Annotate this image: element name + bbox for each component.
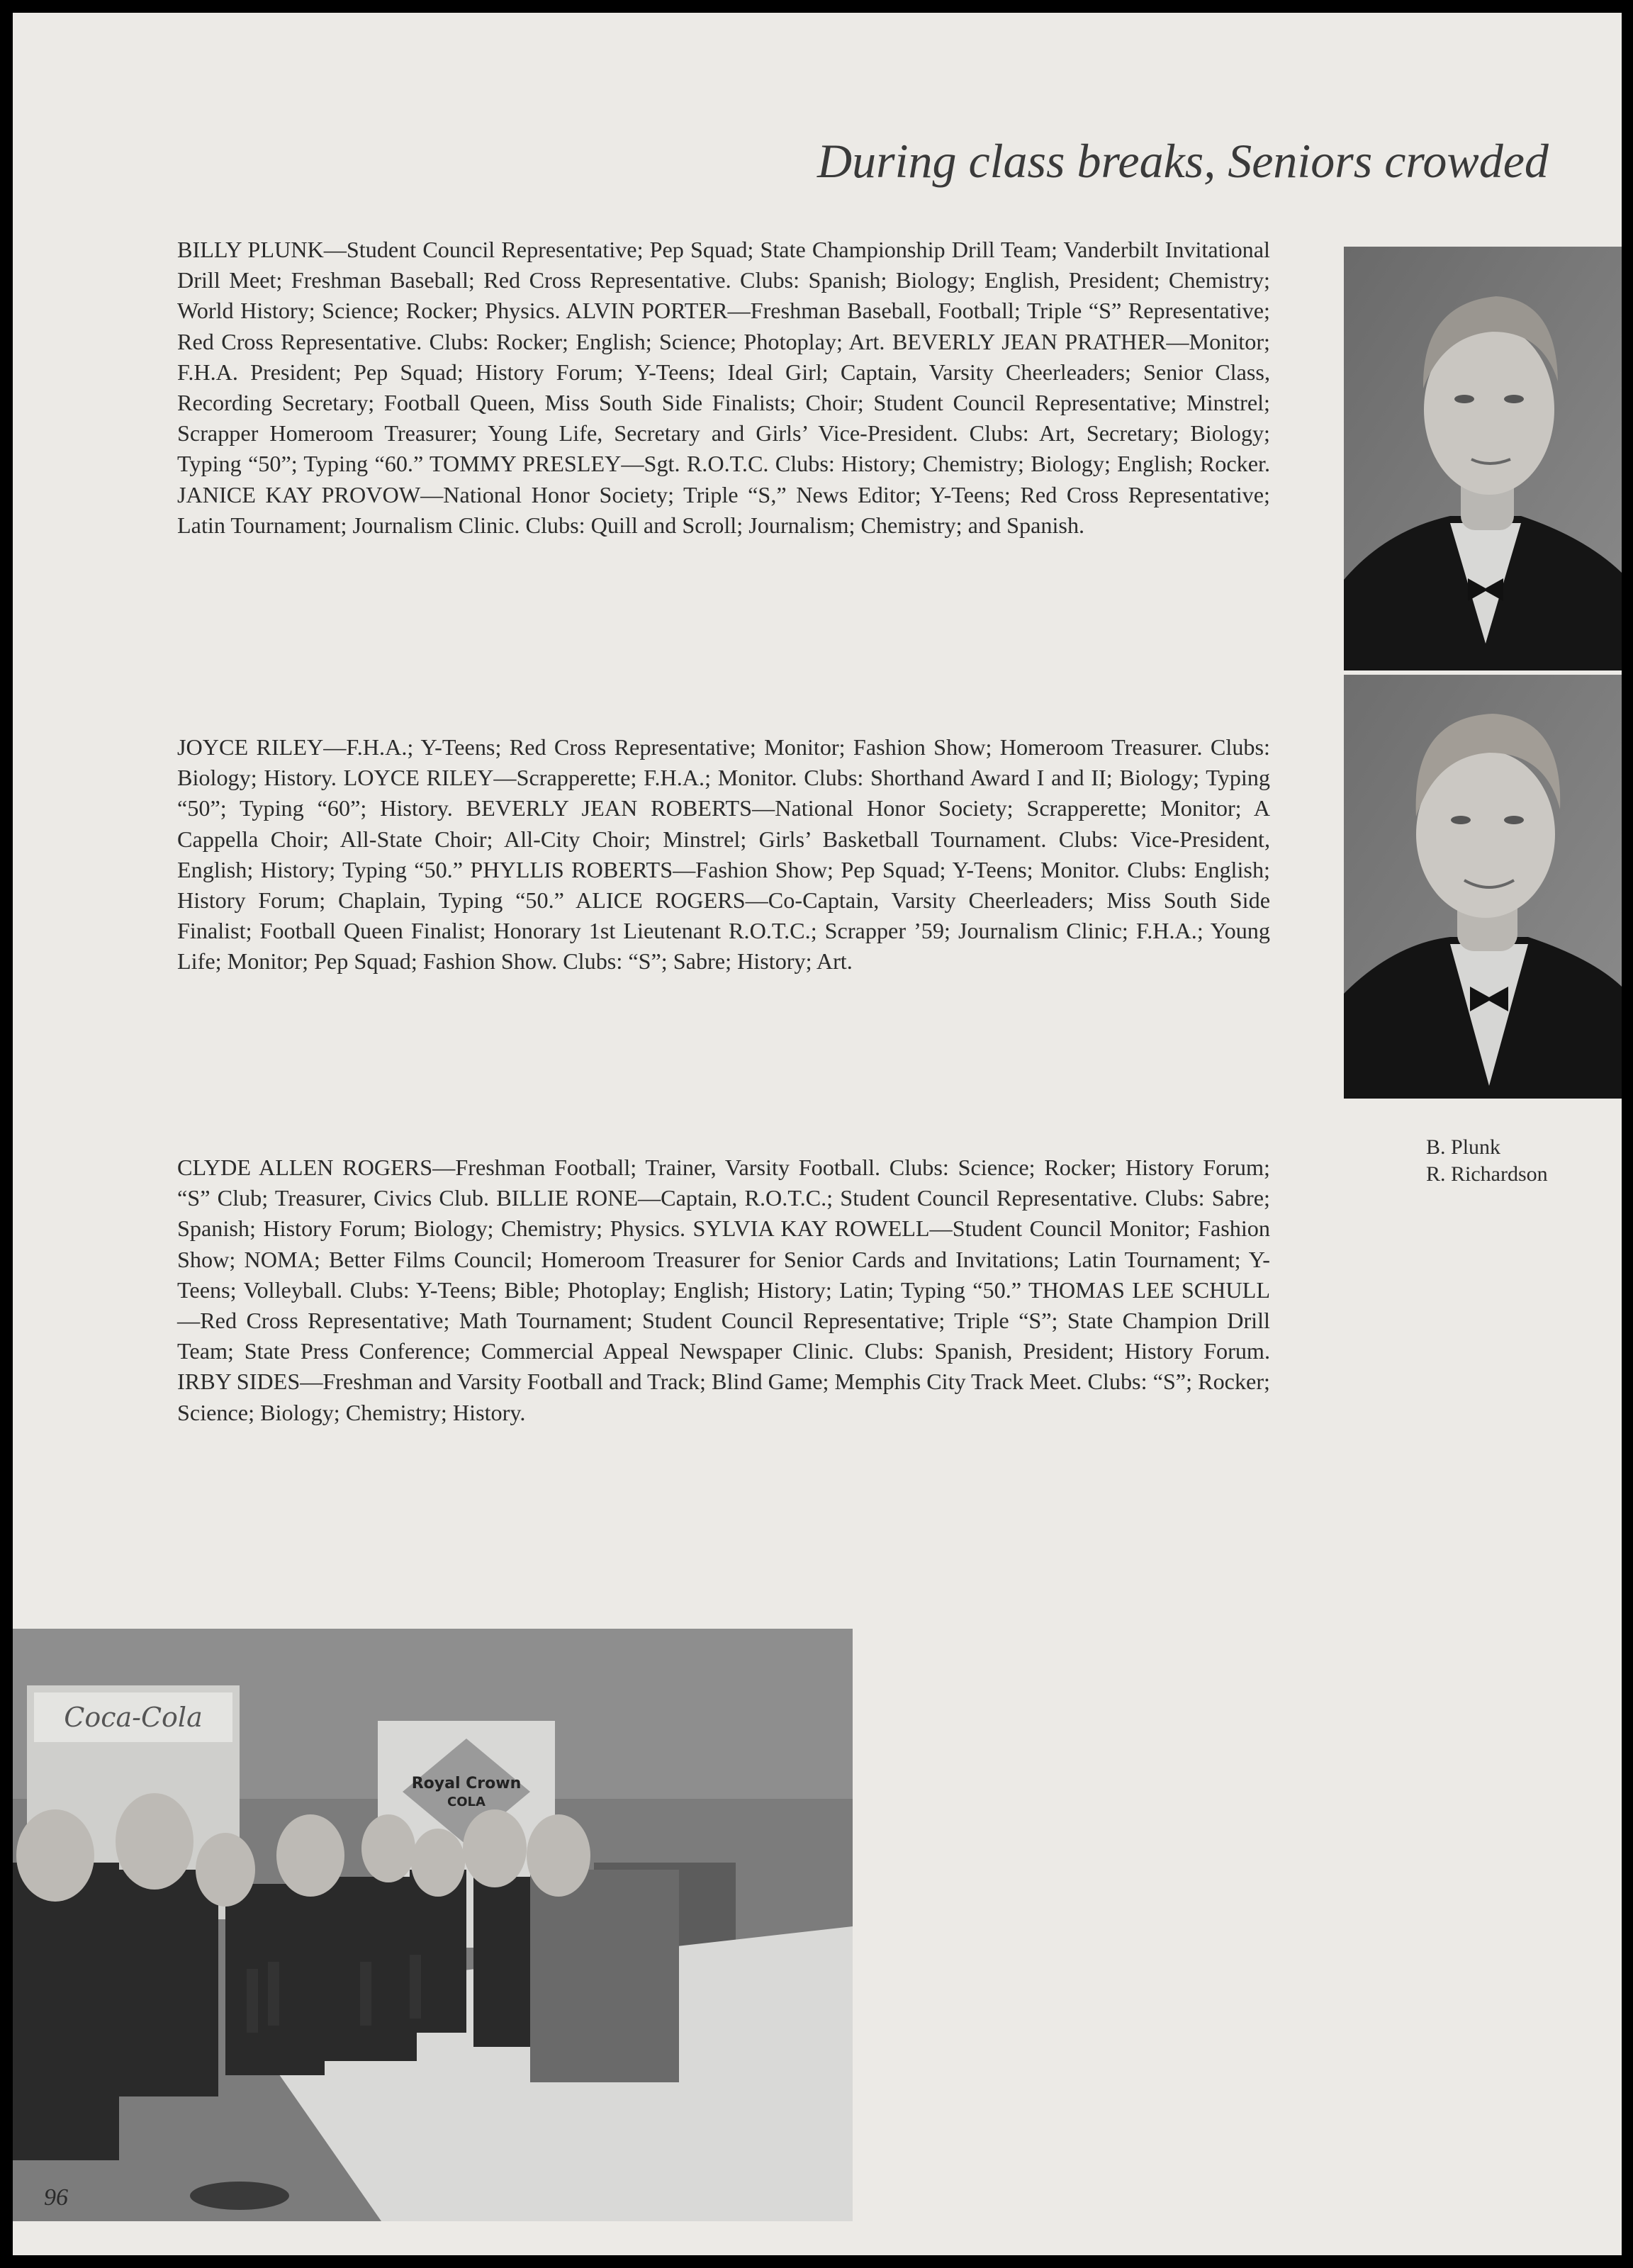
yearbook-page <box>13 13 1622 2255</box>
senior-bio-block: BILLY PLUNK—Student Council Representative; Pep Squad; State Championship Drill Team; Vanderbilt Invitational Drill Meet; Freshman Baseball; Red Cross Representative. Clubs: Spanish; Biology; English, President; Chemistry; World History; Science; Rocker; Physics. ALVIN PORTER—Freshman Baseball, Football; Triple “S” Representative; Red Cross Representative. Clubs: Rocker; English; Science; Photoplay; Art. BEVERLY JEAN PRATHER—Monitor; F.H.A. President; Pep Squad; History Forum; Y-Teens; Ideal Girl; Captain, Varsity Cheerleaders; Senior Class, Recording Secretary; Football Queen, Miss South Side Finalists; Choir; Student Council Representative; Minstrel; Scrapper Homeroom Treasurer; Young Life, Secretary and Girls’ Vice-President. Clubs: Art, Secretary; Biology; Typing “50”; Typing “60.” TOMMY PRESLEY—Sgt. R.O.T.C. Clubs: History; Chemistry; Biology; English; Rocker. JANICE KAY PROVOW—National Honor Society; Triple “S,” News Editor; Y-Teens; Red Cross Representative; Latin Tournament; Journalism Clinic. Clubs: Quill and Scroll; Journalism; Chemistry; and Spanish. <box>177 237 1270 538</box>
rc-sign-top: Royal Crown <box>411 1775 522 1792</box>
group-photo <box>13 1629 853 2221</box>
senior-bio-block: JOYCE RILEY—F.H.A.; Y-Teens; Red Cross Representative; Monitor; Fashion Show; Homeroom Treasurer. Clubs: Biology; History. LOYCE RILEY—Scrapperette; F.H.A.; Monitor. Clubs: Shorthand Award I and II; Biology; Typing “50”; Typing “60”; History. BEVERLY JEAN ROBERTS—National Honor Society; Scrapperette; Monitor; A Cappella Choir; All-State Choir; All-City Choir; Minstrel; Girls’ Basketball Tournament. Clubs: Vice-President, English; History; Typing “50.” PHYLLIS ROBERTS—Fashion Show; Pep Squad; Y-Teens; Monitor. Clubs: English; History Forum; Chaplain, Typing “50.” ALICE ROGERS—Co-Captain, Varsity Cheerleaders; Miss South Side Finalist; Football Queen Finalist; Honorary 1st Lieutenant R.O.T.C.; Scrapper ’59; Journalism Clinic; F.H.A.; Young Life; Monitor; Pep Squad; Fashion Show. Clubs: “S”; Sabre; History; Art. <box>177 734 1270 975</box>
cooler-sign: Coca-Cola <box>64 1702 203 1733</box>
page-headline: During class breaks, Seniors crowded <box>817 134 1549 188</box>
portrait-captions <box>1426 1134 1548 1188</box>
page-number: 96 <box>44 2184 68 2211</box>
senior-bio-block: CLYDE ALLEN ROGERS—Freshman Football; Trainer, Varsity Football. Clubs: Science; Rocker; History Forum; “S” Club; Treasurer, Civics Club. BILLIE RONE—Captain, R.O.T.C.; Student Council Representative. Clubs: Sabre; Spanish; History Forum; Biology; Chemistry; Physics. SYLVIA KAY ROWELL—Student Council Monitor; Fashion Show; NOMA; Better Films Council; Homeroom Treasurer for Senior Cards and Invitations; Latin Tournament; Y-Teens; Volleyball. Clubs: Y-Teens; Bible; Photoplay; English; History; Latin; Typing “50.” THOMAS LEE SCHULL—Red Cross Representative; Math Tournament; Student Council Representative; Triple “S”; State Champion Drill Team; State Press Conference; Commercial Appeal Newspaper Clinic. Clubs: Spanish, President; History Forum. IRBY SIDES—Freshman and Varsity Football and Track; Blind Game; Memphis City Track Meet. Clubs: “S”; Rocker; Science; Biology; Chemistry; History. <box>177 1155 1270 1425</box>
portrait-image <box>1344 675 1622 1099</box>
rc-sign-bottom: COLA <box>447 1795 486 1809</box>
portrait-photo <box>1344 247 1622 670</box>
caption-name: R. Richardson <box>1426 1162 1548 1186</box>
group-photo-image <box>13 1629 853 2221</box>
portrait-photo <box>1344 675 1622 1099</box>
portrait-image <box>1344 247 1622 670</box>
caption-name: B. Plunk <box>1426 1135 1501 1159</box>
